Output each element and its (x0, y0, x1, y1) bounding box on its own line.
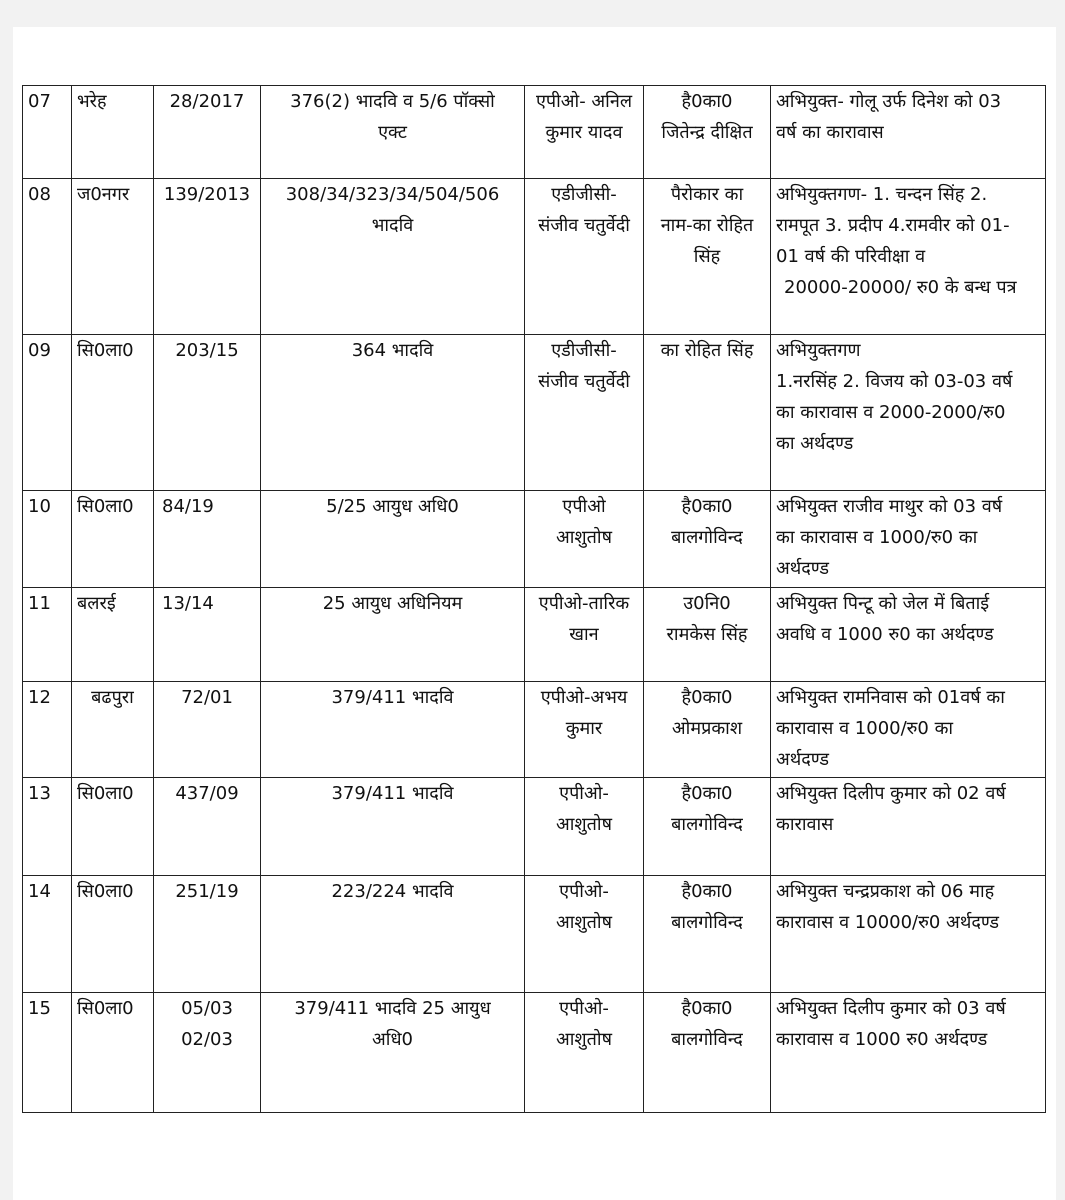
result-line: अभियुक्त राजीव माथुर को 03 वर्ष (776, 496, 1003, 517)
result-cell (771, 588, 1046, 682)
prosecutor-line: एपीओ- अनिल (535, 91, 633, 112)
result-cell (771, 682, 1046, 778)
police-station: सि0ला0 (77, 783, 134, 804)
police-station: बढपुरा (91, 687, 134, 708)
serial-number: 11 (28, 593, 51, 614)
prosecutor-cell (525, 993, 644, 1113)
police-station-cell (72, 876, 154, 993)
result-cell (771, 86, 1046, 179)
serial-number-cell (23, 179, 72, 335)
result-line: अभियुक्तगण (776, 340, 861, 361)
crime-number-cell (154, 491, 261, 588)
result-line: का अर्थदण्ड (776, 433, 854, 454)
serial-number: 07 (28, 91, 51, 112)
result-cell (771, 179, 1046, 335)
result-line: कारावास व 1000 रु0 अर्थदण्ड (776, 1029, 988, 1050)
serial-number-cell (23, 86, 72, 179)
table-row (23, 588, 1046, 682)
table-row (23, 876, 1046, 993)
police-station: सि0ला0 (77, 340, 134, 361)
serial-number-cell (23, 778, 72, 876)
serial-number: 09 (28, 340, 51, 361)
table-row (23, 778, 1046, 876)
table-row (23, 682, 1046, 778)
prosecutor-cell (525, 335, 644, 491)
prosecutor-line: संजीव चतुर्वेदी (538, 371, 630, 392)
prosecutor-line: आशुतोष (556, 912, 612, 933)
serial-number: 10 (28, 496, 51, 517)
prosecutor-line: एडीजीसी- (551, 340, 617, 361)
section-line: 308/34/323/34/504/506 (285, 184, 500, 205)
police-station-cell (72, 588, 154, 682)
section-cell (261, 86, 525, 179)
pairokar-line: है0का0 (681, 496, 733, 517)
result-line: अर्थदण्ड (776, 749, 829, 770)
pairokar-cell (644, 588, 771, 682)
pairokar-cell (644, 993, 771, 1113)
pairokar-line: है0का0 (681, 687, 733, 708)
result-cell (771, 335, 1046, 491)
pairokar-line: बालगोविन्द (671, 814, 743, 835)
police-station: ज0नगर (77, 184, 130, 205)
section-line: 379/411 भादवि 25 आयुध (294, 998, 491, 1019)
crime-number-line: 28/2017 (169, 91, 245, 112)
police-station: सि0ला0 (77, 881, 134, 902)
section-line: 25 आयुध अधिनियम (322, 593, 463, 614)
pairokar-cell (644, 179, 771, 335)
table-body (23, 86, 1046, 1113)
result-cell (771, 491, 1046, 588)
section-line: 223/224 भादवि (331, 881, 454, 902)
table-row (23, 86, 1046, 179)
pairokar-cell (644, 778, 771, 876)
section-line: 379/411 भादवि (331, 687, 454, 708)
result-line: अर्थदण्ड (776, 558, 829, 579)
pairokar-line: रामकेस सिंह (666, 624, 748, 645)
prosecutor-line: एपीओ-अभय (540, 687, 628, 708)
pairokar-cell (644, 491, 771, 588)
result-cell (771, 993, 1046, 1113)
pairokar-line: है0का0 (681, 998, 733, 1019)
prosecutor-line: एपीओ- (559, 998, 609, 1019)
section-line: 376(2) भादवि व 5/6 पॉक्सो (290, 91, 495, 112)
police-station: बलरई (77, 593, 116, 614)
document-page (13, 27, 1056, 1200)
pairokar-line: ओमप्रकाश (671, 718, 743, 739)
prosecutor-line: आशुतोष (556, 1029, 612, 1050)
serial-number: 14 (28, 881, 51, 902)
table-row (23, 335, 1046, 491)
result-line: अभियुक्त दिलीप कुमार को 03 वर्ष (776, 998, 1006, 1019)
prosecutor-cell (525, 778, 644, 876)
section-line: 5/25 आयुध अधि0 (326, 496, 459, 517)
prosecutor-cell (525, 491, 644, 588)
result-line: 20000-20000/ रु0 के बन्ध पत्र (784, 277, 1017, 298)
serial-number-cell (23, 876, 72, 993)
pairokar-line: है0का0 (681, 91, 733, 112)
prosecutor-cell (525, 682, 644, 778)
pairokar-line: है0का0 (681, 881, 733, 902)
serial-number-cell (23, 491, 72, 588)
section-cell (261, 682, 525, 778)
crime-number-cell (154, 179, 261, 335)
pairokar-line: बालगोविन्द (671, 912, 743, 933)
prosecutor-line: एपीओ- (559, 881, 609, 902)
pairokar-line: का रोहित सिंह (660, 340, 754, 361)
section-line: 364 भादवि (351, 340, 434, 361)
crime-number-cell (154, 682, 261, 778)
police-station-cell (72, 682, 154, 778)
police-station-cell (72, 778, 154, 876)
prosecutor-cell (525, 179, 644, 335)
prosecutor-cell (525, 86, 644, 179)
prosecutor-line: एडीजीसी- (551, 184, 617, 205)
prosecutor-line: एपीओ (562, 496, 606, 517)
pairokar-cell (644, 86, 771, 179)
police-station-cell (72, 491, 154, 588)
result-cell (771, 876, 1046, 993)
result-line: अभियुक्त पिन्टू को जेल में बिताई (776, 593, 990, 614)
result-line: अभियुक्त दिलीप कुमार को 02 वर्ष (776, 783, 1006, 804)
serial-number-cell (23, 588, 72, 682)
table-row (23, 491, 1046, 588)
crime-number-cell (154, 778, 261, 876)
serial-number-cell (23, 993, 72, 1113)
police-station: सि0ला0 (77, 998, 134, 1019)
police-station: भरेह (77, 91, 107, 112)
police-station-cell (72, 993, 154, 1113)
result-line: अवधि व 1000 रु0 का अर्थदण्ड (776, 624, 994, 645)
crime-number-line: 251/19 (175, 881, 239, 902)
prosecutor-line: एपीओ-तारिक (538, 593, 630, 614)
crime-number-line: 13/14 (162, 593, 214, 614)
serial-number: 08 (28, 184, 51, 205)
pairokar-line: बालगोविन्द (671, 527, 743, 548)
section-cell (261, 335, 525, 491)
police-station-cell (72, 86, 154, 179)
prosecutor-line: कुमार यादव (545, 122, 623, 143)
section-cell (261, 491, 525, 588)
prosecutor-line: एपीओ- (559, 783, 609, 804)
pairokar-line: उ0नि0 (683, 593, 731, 614)
result-line: का कारावास व 1000/रु0 का (776, 527, 978, 548)
result-cell (771, 778, 1046, 876)
result-line: रामपूत 3. प्रदीप 4.रामवीर को 01- (776, 215, 1010, 236)
table-row (23, 179, 1046, 335)
serial-number: 15 (28, 998, 51, 1019)
prosecutor-cell (525, 588, 644, 682)
police-station-cell (72, 179, 154, 335)
result-line: 01 वर्ष की परिवीक्षा व (776, 246, 926, 267)
case-records-table (22, 85, 1046, 1113)
crime-number-line: 139/2013 (163, 184, 251, 205)
prosecutor-cell (525, 876, 644, 993)
section-line: भादवि (371, 215, 414, 236)
result-line: कारावास (776, 814, 834, 835)
crime-number-line: 203/15 (175, 340, 239, 361)
result-line: अभियुक्त चन्द्रप्रकाश को 06 माह (776, 881, 995, 902)
serial-number-cell (23, 335, 72, 491)
pairokar-line: पैरोकार का (670, 184, 744, 205)
pairokar-line: सिंह (693, 246, 721, 267)
serial-number: 13 (28, 783, 51, 804)
pairokar-line: है0का0 (681, 783, 733, 804)
prosecutor-line: संजीव चतुर्वेदी (538, 215, 630, 236)
crime-number-line: 84/19 (162, 496, 214, 517)
crime-number-cell (154, 86, 261, 179)
crime-number-line: 02/03 (181, 1029, 233, 1050)
crime-number-cell (154, 335, 261, 491)
result-line: वर्ष का कारावास (776, 122, 884, 143)
crime-number-line: 72/01 (181, 687, 233, 708)
result-line: 1.नरसिंह 2. विजय को 03-03 वर्ष (776, 371, 1013, 392)
prosecutor-line: कुमार (565, 718, 603, 739)
pairokar-line: जितेन्द्र दीक्षित (661, 122, 753, 143)
police-station-cell (72, 335, 154, 491)
pairokar-line: बालगोविन्द (671, 1029, 743, 1050)
section-cell (261, 876, 525, 993)
result-line: कारावास व 1000/रु0 का (776, 718, 954, 739)
serial-number-cell (23, 682, 72, 778)
police-station: सि0ला0 (77, 496, 134, 517)
section-line: अधि0 (372, 1029, 413, 1050)
result-line: अभियुक्त रामनिवास को 01वर्ष का (776, 687, 1005, 708)
table-row (23, 993, 1046, 1113)
pairokar-cell (644, 876, 771, 993)
result-line: कारावास व 10000/रु0 अर्थदण्ड (776, 912, 1000, 933)
section-cell (261, 993, 525, 1113)
prosecutor-line: खान (569, 624, 599, 645)
result-line: अभियुक्त- गोलू उर्फ दिनेश को 03 (776, 91, 1002, 112)
pairokar-line: नाम-का रोहित (660, 215, 754, 236)
prosecutor-line: आशुतोष (556, 527, 612, 548)
section-line: एक्ट (378, 122, 407, 143)
pairokar-cell (644, 682, 771, 778)
result-line: का कारावास व 2000-2000/रु0 (776, 402, 1006, 423)
section-cell (261, 778, 525, 876)
section-line: 379/411 भादवि (331, 783, 454, 804)
section-cell (261, 179, 525, 335)
serial-number: 12 (28, 687, 51, 708)
crime-number-line: 437/09 (175, 783, 239, 804)
crime-number-cell (154, 876, 261, 993)
crime-number-cell (154, 993, 261, 1113)
pairokar-cell (644, 335, 771, 491)
crime-number-line: 05/03 (181, 998, 233, 1019)
section-cell (261, 588, 525, 682)
crime-number-cell (154, 588, 261, 682)
prosecutor-line: आशुतोष (556, 814, 612, 835)
result-line: अभियुक्तगण- 1. चन्दन सिंह 2. (776, 184, 988, 205)
